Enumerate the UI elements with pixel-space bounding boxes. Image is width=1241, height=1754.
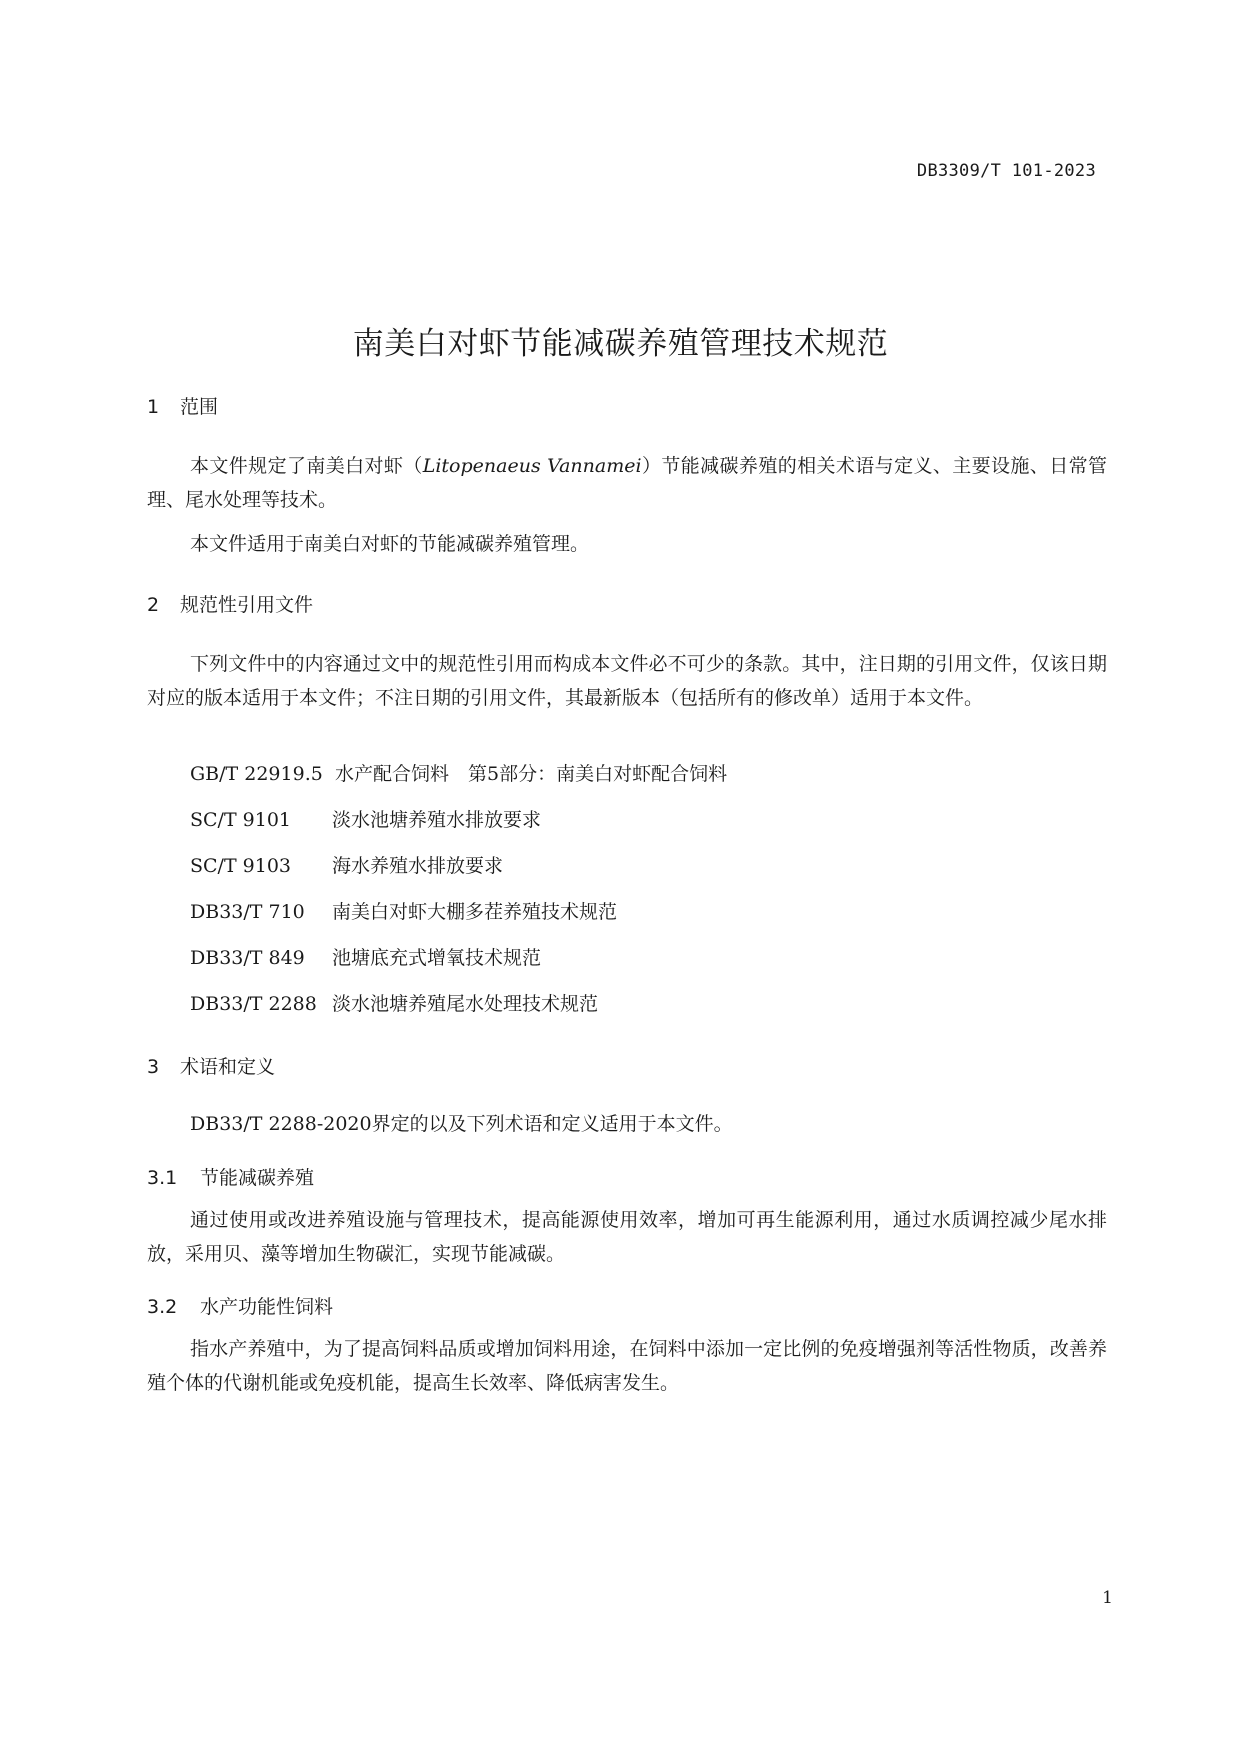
section-title: 规范性引用文件 (180, 594, 314, 616)
document-code: DB3309/T 101-2023 (916, 161, 1096, 181)
section-number: 1 (147, 396, 160, 418)
section-3-heading (147, 1052, 275, 1079)
section-title: 范围 (180, 396, 219, 418)
normative-references-paragraph: 下列文件中的内容通过文中的规范性引用而构成本文件必不可少的条款。其中，注日期的引用文件，仅该日期对应的版本适用于本文件；不注日期的引用文件，其最新版本（包括所有的修改单）适用于本文件。 (147, 653, 1107, 709)
reference-name: 海水养殖水排放要求 (332, 855, 504, 877)
subsection-number: 3.1 (147, 1167, 178, 1189)
scope-paragraph-1 (147, 449, 1107, 517)
term-3-1-definition: 通过使用或改进养殖设施与管理技术，提高能源使用效率，增加可再生能源利用，通过水质调控减少尾水排放，采用贝、藻等增加生物碳汇，实现节能减碳。 (147, 1209, 1107, 1265)
reference-name: 淡水池塘养殖尾水处理技术规范 (332, 993, 599, 1015)
subsection-number: 3.2 (147, 1296, 178, 1318)
reference-item (190, 897, 617, 924)
reference-code: DB33/T 710 (190, 901, 305, 923)
reference-item (190, 805, 541, 832)
reference-item (190, 989, 598, 1016)
subsection-title: 水产功能性饲料 (200, 1296, 334, 1318)
reference-name: 池塘底充式增氧技术规范 (332, 947, 542, 969)
reference-code: DB33/T 2288 (190, 993, 317, 1015)
terms-intro-paragraph: DB33/T 2288-2020界定的以及下列术语和定义适用于本文件。 (190, 1113, 733, 1135)
section-number: 3 (147, 1056, 160, 1078)
subsection-3-2-heading (147, 1292, 333, 1319)
reference-item (190, 851, 503, 878)
reference-code: DB33/T 849 (190, 947, 305, 969)
document-title: 南美白对虾节能减碳养殖管理技术规范 (352, 326, 889, 362)
latin-species-name: Litopenaeus Vannamei (422, 455, 642, 477)
reference-name: 南美白对虾大棚多茬养殖技术规范 (332, 901, 618, 923)
scope-text-before: 本文件规定了南美白对虾（ (190, 455, 423, 477)
reference-code: SC/T 9101 (190, 809, 292, 831)
reference-code: SC/T 9103 (190, 855, 292, 877)
term-3-2-definition: 指水产养殖中，为了提高饲料品质或增加饲料用途，在饲料中添加一定比例的免疫增强剂等活性物质，改善养殖个体的代谢机能或免疫机能，提高生长效率、降低病害发生。 (147, 1338, 1107, 1394)
section-2-heading (147, 590, 313, 617)
reference-code: GB/T 22919.5 (190, 763, 323, 785)
subsection-title: 节能减碳养殖 (200, 1167, 315, 1189)
section-number: 2 (147, 594, 160, 616)
scope-paragraph-2: 本文件适用于南美白对虾的节能减碳养殖管理。 (190, 533, 590, 555)
subsection-3-1-heading (147, 1163, 314, 1190)
scope-text-after: ）节能减碳养殖的相关术语与定义、主要设施、日常管理、尾水处理等技术。 (147, 455, 1107, 511)
section-title: 术语和定义 (180, 1056, 276, 1078)
reference-item (190, 759, 727, 786)
page-number: 1 (1102, 1588, 1113, 1608)
reference-name: 淡水池塘养殖水排放要求 (332, 809, 542, 831)
reference-item (190, 943, 541, 970)
reference-name: 水产配合饲料 第5部分：南美白对虾配合饲料 (335, 763, 728, 785)
section-1-heading (147, 392, 218, 419)
